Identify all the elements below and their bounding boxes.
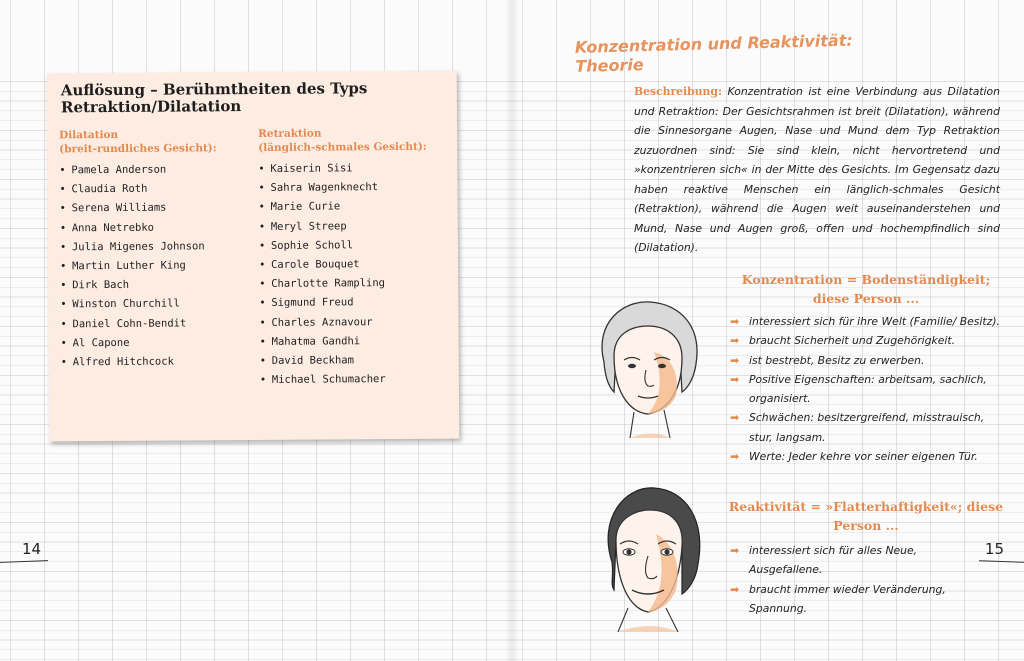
list-item-text: Al Capone xyxy=(72,336,130,350)
list-item-text: Mahatma Gandhi xyxy=(271,335,361,348)
list-item xyxy=(259,197,454,218)
right-arrow-icon: ➡ xyxy=(730,582,740,596)
list-item-text: Meryl Streep xyxy=(270,219,347,233)
bullet-dot-icon: • xyxy=(259,374,267,387)
list-item-text: Dirk Bach xyxy=(72,279,130,292)
list-item xyxy=(60,237,255,258)
list-item xyxy=(258,159,453,180)
bullet-dot-icon: • xyxy=(259,278,266,291)
card-title: Auflösung – Berühmtheiten des Typs Retraktion/Dilatation xyxy=(60,79,368,117)
list-item-text: Daniel Cohn-Bendit xyxy=(72,317,187,330)
bullet-dot-icon: • xyxy=(60,279,67,292)
description-lead: Beschreibung: xyxy=(634,85,722,98)
bullet-text: braucht immer wieder Veränderung, Spannung. xyxy=(749,582,946,615)
bullet-text: Positive Eigenschaften: arbeitsam, sachlich, organisiert. xyxy=(749,372,987,406)
concentration-bullets xyxy=(730,312,1000,466)
bullet-text: braucht Sicherheit und Zugehörigkeit. xyxy=(749,334,956,348)
list-item-text: Julia Migenes Johnson xyxy=(71,240,205,254)
right-arrow-icon: ➡ xyxy=(730,334,740,348)
list-item xyxy=(260,370,455,391)
bullet-dot-icon: • xyxy=(259,258,266,271)
list-item xyxy=(60,198,255,219)
bullet-dot-icon: • xyxy=(259,297,266,310)
right-arrow-icon: ➡ xyxy=(730,411,740,425)
right-arrow-icon: ➡ xyxy=(730,450,740,464)
list-item-text: Michael Schumacher xyxy=(271,373,386,387)
bullet-item xyxy=(730,370,1000,409)
bullet-item xyxy=(730,541,960,580)
bullet-text: interessiert sich für alles Neue, Ausgefallene. xyxy=(749,544,918,577)
list-item-text: Charlotte Rampling xyxy=(271,277,386,291)
bullet-dot-icon: • xyxy=(59,221,67,234)
bullet-item xyxy=(730,312,1000,331)
description-text: Konzentration ist eine Verbindung aus Dilatation und Retraktion: Der Gesichtsrahmen ist breit (Dilatation), während die Sinnesorgane Augen, Nase und Mund dem Typ Retraktion zuzuordnen sind: Sie sind klein, nicht hervortretend und »konzentrieren sich« in der Mitte des Gesichts. Im Gegensatz dazu haben reaktive Menschen ein länglich-schmales Gesicht (Retraktion), während die Augen weit auseinanderstehen und Mund, Nase und Augen groß, offen und hochempfindlich sind (Dilatation). xyxy=(634,85,1000,254)
list-item-text: Winston Churchill xyxy=(72,297,180,311)
name-list xyxy=(59,160,255,373)
column-heading: Dilatation (breit-rundliches Gesicht): xyxy=(59,128,217,156)
bullet-item xyxy=(730,351,1000,370)
page-number-right: 15 xyxy=(984,540,1004,558)
bullet-dot-icon: • xyxy=(258,239,266,252)
list-item-text: Pamela Anderson xyxy=(71,163,167,177)
list-item xyxy=(260,351,455,372)
list-item xyxy=(260,331,455,352)
list-item xyxy=(60,314,255,335)
list-item xyxy=(60,218,255,239)
bullet-dot-icon: • xyxy=(259,335,266,348)
list-item xyxy=(59,179,254,200)
bullet-dot-icon: • xyxy=(60,356,68,369)
right-arrow-icon: ➡ xyxy=(730,315,740,328)
bullet-dot-icon: • xyxy=(258,162,265,175)
list-item xyxy=(61,352,256,373)
retraktion-column xyxy=(258,126,455,391)
list-item xyxy=(259,235,454,256)
page-number-underline xyxy=(0,560,48,563)
list-item xyxy=(259,274,454,295)
bullet-dot-icon: • xyxy=(60,298,67,311)
bullet-dot-icon: • xyxy=(59,183,66,196)
name-list xyxy=(258,159,455,391)
solution-card xyxy=(47,71,460,442)
bullet-item xyxy=(730,580,960,619)
description-paragraph xyxy=(634,82,1000,258)
list-item xyxy=(59,160,254,181)
list-item-text: Martin Luther King xyxy=(72,259,186,273)
bullet-dot-icon: • xyxy=(258,220,266,233)
list-item xyxy=(259,312,454,333)
bullet-dot-icon: • xyxy=(258,182,265,195)
right-arrow-icon: ➡ xyxy=(730,544,740,557)
bullet-item xyxy=(730,408,1000,447)
list-item-text: Serena Williams xyxy=(71,202,167,215)
bullet-dot-icon: • xyxy=(259,316,266,329)
right-page xyxy=(512,0,1024,661)
list-item-text: Kaiserin Sisi xyxy=(270,162,353,175)
list-item xyxy=(259,293,454,314)
concentration-heading: Konzentration = Bodenständigkeit; diese Person ... xyxy=(741,272,991,306)
bullet-dot-icon: • xyxy=(59,202,67,215)
list-item-text: Claudia Roth xyxy=(71,182,148,196)
bullet-text: interessiert sich für ihre Welt (Familie/ Besitz). xyxy=(749,315,1000,328)
bullet-text: ist bestrebt, Besitz zu erwerben. xyxy=(749,353,925,367)
list-item xyxy=(61,333,256,354)
right-arrow-icon: ➡ xyxy=(730,372,740,386)
bullet-text: Schwächen: besitzergreifend, misstrauisch, stur, langsam. xyxy=(749,411,985,444)
list-item xyxy=(60,256,255,277)
book-gutter xyxy=(505,0,519,661)
list-item-text: Anna Netrebko xyxy=(71,221,155,234)
list-item-text: Carole Bouquet xyxy=(271,258,360,271)
list-item-text: Alfred Hitchcock xyxy=(72,355,174,369)
page-number-underline xyxy=(979,560,1024,563)
list-item xyxy=(259,216,454,237)
list-item-text: David Beckham xyxy=(271,354,354,367)
list-item-text: Charles Aznavour xyxy=(271,315,373,329)
list-item-text: Marie Curie xyxy=(270,200,341,214)
list-item-text: Sophie Scholl xyxy=(270,239,354,252)
page-number-left: 14 xyxy=(22,540,42,558)
dilatation-column xyxy=(59,127,256,373)
bullet-dot-icon: • xyxy=(60,260,67,273)
list-item-text: Sahra Wagenknecht xyxy=(270,181,379,195)
list-item xyxy=(60,294,255,315)
reactive-face-illustration xyxy=(584,480,712,632)
page-title: Konzentration und Reaktivität: Theorie xyxy=(574,30,854,76)
bullet-dot-icon: • xyxy=(60,317,67,330)
bullet-dot-icon: • xyxy=(258,201,266,214)
bullet-item xyxy=(730,331,1000,350)
bullet-dot-icon: • xyxy=(60,337,67,350)
reactivity-bullets xyxy=(730,541,960,618)
list-item xyxy=(259,255,454,276)
bullet-dot-icon: • xyxy=(59,241,67,254)
reactivity-heading: Reaktivität = »Flatterhaftigkeit«; diese Person ... xyxy=(728,499,1004,533)
list-item xyxy=(60,275,255,296)
bullet-item xyxy=(730,447,1000,466)
list-item-text: Sigmund Freud xyxy=(271,296,354,310)
list-item xyxy=(258,178,453,199)
column-heading: Retraktion (länglich-schmales Gesicht): xyxy=(258,127,427,154)
right-arrow-icon: ➡ xyxy=(730,353,740,367)
concentrated-face-illustration xyxy=(584,292,712,440)
bullet-text: Werte: Jeder kehre vor seiner eigenen Tür. xyxy=(749,450,978,464)
bullet-dot-icon: • xyxy=(59,164,66,177)
left-page-header-space xyxy=(0,0,512,72)
bullet-dot-icon: • xyxy=(259,354,267,367)
